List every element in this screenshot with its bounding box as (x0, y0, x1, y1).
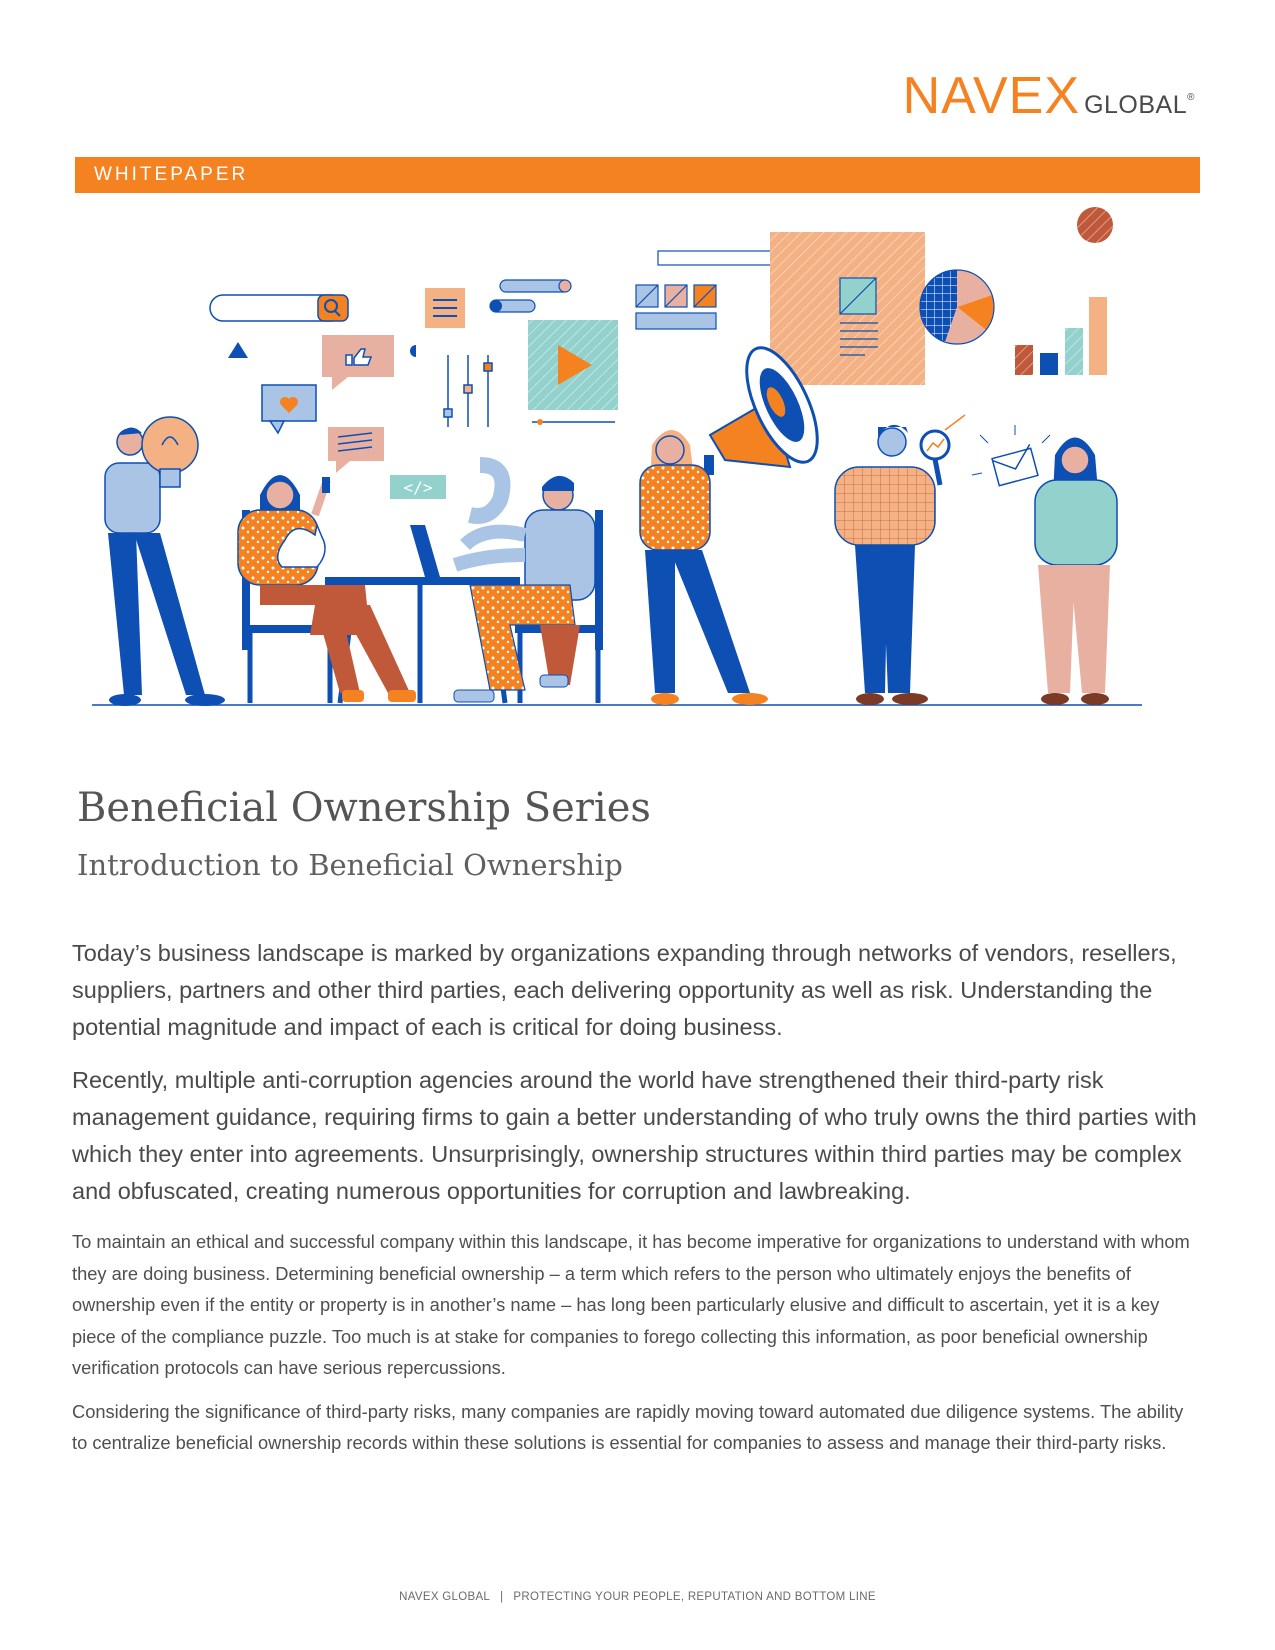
heart-bubble (262, 385, 316, 433)
person-lightbulb (105, 417, 225, 706)
envelope-icon (991, 444, 1038, 485)
body-paragraph: To maintain an ethical and successful company within this landscape, it has become imperative for organizations to understand with whom they are doing business. Determining beneficial ownership – a term which refers to the person who ultimately enjoys the benefits of ownership even if the entity or property is in another’s name – has long been particularly elusive and difficult to ascertain, yet it is a key piece of the compliance puzzle. Too much is at stake for companies to forego collecting this information, as poor beneficial ownership verification protocols can have serious repercussions. (72, 1231, 1190, 1378)
person-with-megaphone (640, 430, 768, 705)
page-title: Beneficial Ownership Series (77, 785, 651, 831)
lightbulb-icon (142, 417, 198, 473)
body-text (72, 935, 1202, 1471)
person-with-envelope (972, 425, 1117, 705)
hero-illustration (70, 205, 1205, 745)
logo-navex-wordmark: NAVEX (902, 67, 1081, 125)
logo-global-text: GLOBAL (1084, 91, 1188, 119)
code-tag-graphic (390, 475, 446, 499)
code-tag-label: </> (403, 478, 433, 497)
thumbs-up-bubble (322, 335, 394, 390)
search-bar-graphic (210, 295, 348, 321)
banner-label: WHITEPAPER (94, 164, 249, 185)
whitepaper-banner (75, 157, 1200, 193)
video-player-graphic (528, 320, 618, 425)
half-circle-shape (410, 345, 416, 357)
page-footer (0, 1591, 1275, 1603)
footer-tagline: PROTECTING YOUR PEOPLE, REPUTATION AND BOTTOM LINE (513, 1591, 876, 1603)
page-subtitle: Introduction to Beneficial Ownership (77, 848, 623, 882)
image-tiles-graphic (636, 285, 716, 329)
message-bubble (328, 427, 384, 473)
body-paragraph: Considering the significance of third-party risks, many companies are rapidly moving toward automated due diligence systems. The ability to centralize beneficial ownership records within these solutions is essential for companies to assess and manage their third-party risks. (72, 1400, 1184, 1453)
person-with-magnifier (835, 415, 965, 705)
menu-icon (425, 288, 465, 328)
logo-global-wordmark (1084, 93, 1195, 118)
person-with-cat (238, 475, 416, 702)
footer-separator: | (500, 1591, 504, 1603)
footer-company: NAVEX GLOBAL (399, 1591, 491, 1603)
toggle-pills (490, 280, 571, 312)
bar-chart-graphic (1015, 297, 1107, 375)
document-card-graphic (770, 232, 925, 385)
triangle-shape (228, 342, 248, 358)
pie-chart-graphic (920, 270, 994, 344)
sliders-graphic (444, 355, 492, 427)
lead-paragraph: Recently, multiple anti-corruption agencies around the world have strengthened their third-party risk management guidance, requiring firms to gain a better understanding of who truly owns the third parties with which they enter into agreements. Unsurprisingly, ownership structures within third parties may be complex and obfuscated, creating numerous opportunities for corruption and lawbreaking. (72, 1067, 1197, 1204)
navex-global-logo (902, 67, 1195, 125)
registered-mark: ® (1187, 92, 1195, 103)
striped-circle-shape (1077, 207, 1113, 243)
lead-paragraph: Today’s business landscape is marked by organizations expanding through networks of vendors, resellers, suppliers, partners and other third parties, each delivering opportunity as well as risk. Understanding the potential magnitude and impact of each is critical for doing business. (72, 940, 1177, 1040)
